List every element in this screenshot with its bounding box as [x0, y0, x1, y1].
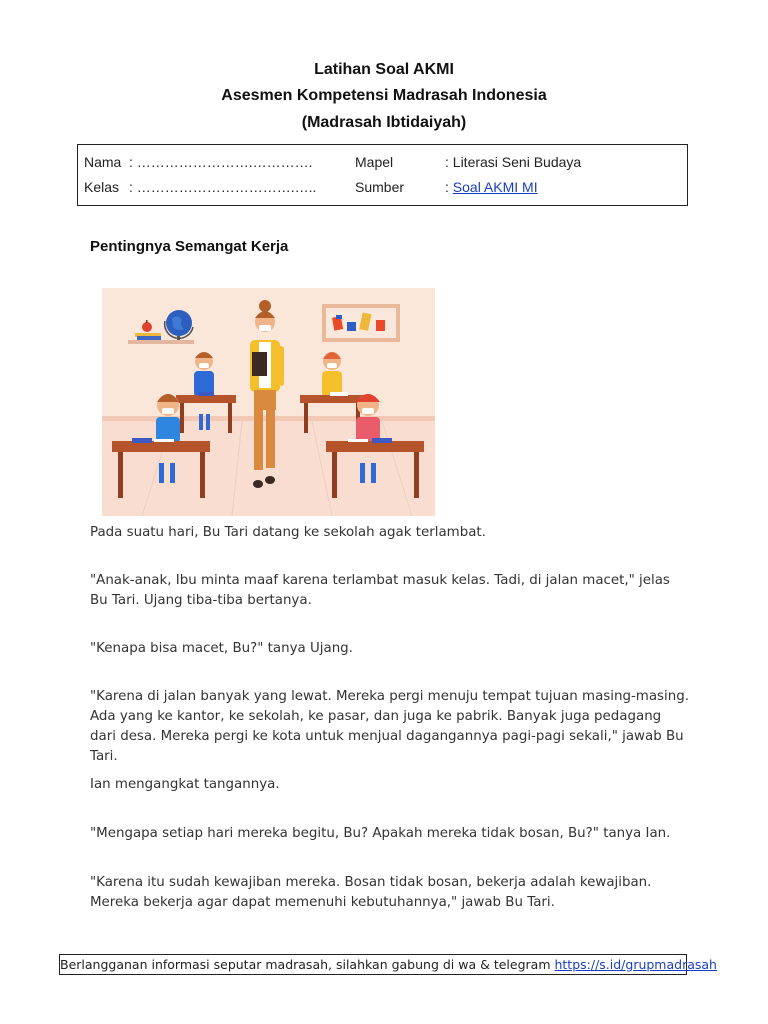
story-paragraph: Pada suatu hari, Bu Tari datang ke sekolah agak terlambat.: [90, 525, 486, 540]
wall-board: [322, 304, 400, 342]
nama-field[interactable]: : …………………….………….: [129, 154, 313, 170]
footer-text: [60, 957, 717, 972]
nama-label: Nama: [84, 154, 122, 170]
kelas-field[interactable]: : …………………………….…..: [129, 179, 317, 195]
mapel-label: Mapel: [355, 154, 394, 170]
worksheet-subtitle: Asesmen Kompetensi Madrasah Indonesia: [221, 87, 547, 104]
student-info-box: [77, 144, 688, 206]
story-paragraph: "Karena di jalan banyak yang lewat. Mereka pergi menuju tempat tujuan masing-masing. Ada yang ke kantor, ke sekolah, ke pasar, dan juga ke pabrik. Banyak juga pedagang dari desa. Mereka pergi ke kota untuk menjual dagangannya pagi-pagi sekali," jawab Bu Tari.: [90, 689, 689, 764]
mapel-value: : Literasi Seni Budaya: [445, 154, 582, 170]
sumber-value: [445, 179, 538, 195]
footer-message: Berlangganan informasi seputar madrasah, silahkan gabung di wa & telegram: [60, 957, 555, 972]
sumber-prefix: :: [445, 179, 453, 195]
classroom-illustration: [102, 288, 435, 516]
book-icon: [135, 333, 161, 340]
story-paragraph: "Karena itu sudah kewajiban mereka. Bosan tidak bosan, bekerja adalah kewajiban. Mereka bekerja agar dapat memenuhi kebutuhannya," jawab Bu Tari.: [90, 875, 652, 910]
worksheet-level: (Madrasah Ibtidaiyah): [301, 114, 467, 131]
student-back-right: [322, 352, 342, 397]
footer-link[interactable]: https://s.id/grupmadrasah: [554, 957, 717, 972]
story-paragraph: "Mengapa setiap hari mereka begitu, Bu? Apakah mereka tidak bosan, Bu?" tanya Ian.: [90, 826, 671, 841]
story-title: Pentingnya Semangat Kerja: [90, 238, 289, 255]
story-paragraph: Ian mengangkat tangannya.: [90, 777, 280, 792]
footer-box: [59, 954, 717, 975]
story-paragraph: "Kenapa bisa macet, Bu?" tanya Ujang.: [90, 641, 353, 656]
kelas-label: Kelas: [84, 179, 120, 195]
sumber-link[interactable]: Soal AKMI MI: [452, 179, 538, 195]
worksheet-title: Latihan Soal AKMI: [314, 61, 454, 78]
story-paragraph: "Anak-anak, Ibu minta maaf karena terlambat masuk kelas. Tadi, di jalan macet," jelas Bu Tari. Ujang tiba-tiba bertanya.: [90, 573, 670, 608]
sumber-label: Sumber: [355, 179, 405, 195]
